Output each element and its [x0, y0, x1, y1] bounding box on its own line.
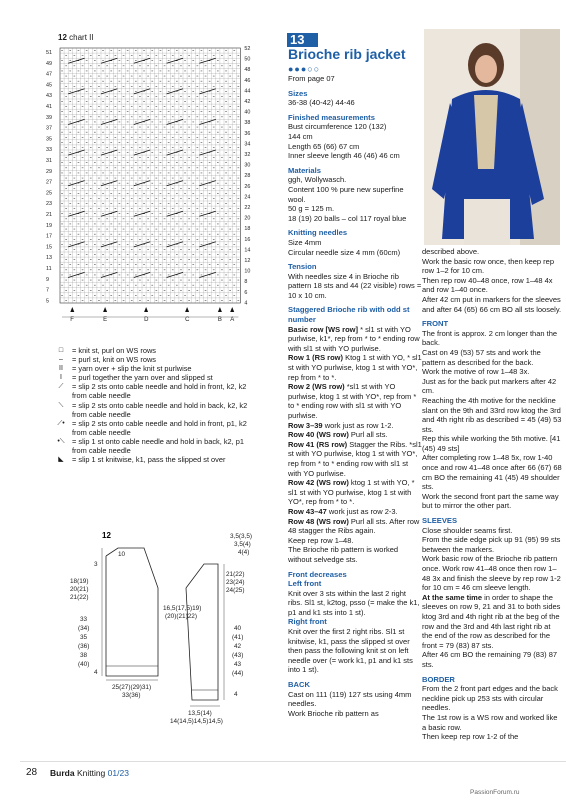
row-number-left: 29 [46, 168, 52, 175]
legend-item [50, 373, 260, 382]
row-number-right: 38 [244, 120, 251, 127]
back-text: Work Brioche rib pattern as [288, 708, 379, 718]
needles-heading: Knitting needles [288, 228, 348, 238]
finished-text: Length 65 (66) 67 cm [288, 141, 360, 151]
row-41: Row 41 (RS row) Stagger the Ribs. *sl1 st with YO purlwise, ktog 1 st with YO*, rep from * to * ending row with sl1 st with YO purlwise. [288, 439, 422, 478]
width-dim-2: 33(36) [122, 692, 141, 699]
back-heading: BACK [288, 680, 310, 690]
row-number-left: 47 [46, 71, 52, 78]
row-number-right: 34 [244, 141, 251, 148]
border-text: The 1st row is a WS row and worked like a basic row. [422, 712, 558, 732]
legend-symbol: – [59, 356, 63, 364]
page-number: 28 [26, 767, 38, 778]
sleeves-heading: SLEEVES [422, 516, 458, 526]
border-dim: 4 [94, 669, 98, 676]
row-number-left: 5 [46, 298, 49, 305]
row-number-left: 23 [46, 201, 52, 208]
row-number-left: 43 [46, 93, 52, 100]
row-42: Row 42 (WS row) ktog 1 st with YO, * sl1 st with YO purlwise, ktog 1 st with YO*, rep from * to *. [288, 478, 415, 507]
legend-symbol: □ [58, 347, 64, 354]
cuff-dim: 4 [234, 691, 238, 698]
legend-item [50, 401, 260, 419]
basic-row: Basic row [WS row] * sl1 st with YO purlwise, k1*, rep from * to * ending row with sl1 st with YO purlwise. [288, 324, 420, 353]
row-number-left: 15 [46, 244, 52, 251]
row-number-right: 6 [244, 289, 248, 296]
body-len-2: (34) [78, 625, 90, 632]
from-page: From page 07 [288, 74, 335, 83]
sleeve-top-2: (20)(21)22) [165, 613, 197, 620]
legend-item [50, 455, 260, 464]
row-number-right: 48 [244, 67, 251, 74]
legend-text: = yarn over + slip the knit st purlwise [72, 364, 192, 374]
finished-heading: Finished measurements [288, 112, 375, 122]
needles-text: Size 4mm [288, 237, 322, 247]
neck-dim: 10 [118, 551, 126, 558]
repeat-marker-label: B [217, 317, 222, 323]
row-number-left: 37 [46, 125, 52, 132]
legend-item [50, 346, 260, 355]
materials-text: ggh, Wollywasch. [288, 175, 347, 185]
cuff-width-1: 13,5(14) [188, 710, 212, 717]
footer-rule [20, 761, 566, 762]
row-number-right: 10 [244, 268, 251, 275]
front-text: Work the motive of row 1–48 3x. [422, 367, 530, 377]
row-number-right: 22 [244, 205, 251, 211]
left-front-text: Knit over 3 sts within the last 2 right ribs. Sl1 st, k2tog, psso (= make the k1, p1 and k1 sts into 1 st). [288, 588, 420, 617]
front-text: The front is approx. 2 cm longer than the back. [422, 328, 558, 348]
sleeve-len-1: 40 [234, 625, 242, 632]
row-number-right: 16 [244, 236, 251, 243]
body-len-5: 38 [80, 652, 88, 659]
row-number-left: 7 [46, 287, 49, 294]
back-text: Cast on 111 (119) 127 sts using 4mm needles. [288, 689, 412, 709]
row-number-left: 13 [46, 255, 52, 262]
repeat-marker-label: C [185, 317, 190, 323]
back-cont: After 42 cm put in markers for the sleeves and after 64 (65) 66 cm BO all sts loosely. [422, 294, 562, 314]
row-number-right: 42 [244, 99, 251, 105]
pattern-number: 13 [287, 33, 318, 47]
top-dim-1: 3,5(3,5) [230, 533, 253, 540]
body-len-6: (40) [78, 661, 90, 668]
armhole-dim-3: 21(22) [70, 594, 89, 601]
legend-text: = knit st, purl on WS rows [72, 346, 156, 355]
row-number-right: 46 [244, 77, 251, 84]
row-number-left: 51 [46, 50, 52, 56]
row-number-left: 21 [46, 212, 52, 218]
front-text: Rep this while working the 5th motive. [41 (45) 49 sts] [422, 434, 561, 453]
row-number-right: 8 [244, 279, 248, 286]
row-number-right: 40 [244, 109, 251, 116]
finished-text: Inner sleeve length 46 (46) 46 cm [288, 151, 400, 161]
row-number-right: 50 [244, 56, 251, 63]
body-len-4: (36) [78, 643, 90, 650]
front-text: After completing row 1–48 5x, row 1-40 once and row 41–48 once after 66 (67) 68 cm BO the remaining 41 (45) 49 shoulder sts. [422, 453, 562, 492]
repeat-marker-label: D [144, 317, 149, 323]
sleeve-len-3: 42 [234, 643, 242, 650]
top-dim-2: 3,5(4) [234, 541, 251, 548]
sleeve-len-4: (43) [232, 652, 244, 659]
front-text: Work the second front part the same way but to mirror the other part. [422, 491, 559, 511]
finished-text: 144 cm [288, 131, 313, 141]
repeat-marker-arrow [185, 307, 189, 312]
right-dim-2: 23(24) [226, 579, 245, 586]
front-heading: FRONT [422, 319, 449, 329]
legend-item [50, 364, 260, 373]
row-1: Row 1 (RS row) Ktog 1 st with YO, * sl1 st with YO purlwise, ktog 1 st with YO*, rep from * to *. [288, 353, 422, 382]
right-dim-3: 24(25) [226, 587, 245, 594]
row-number-left: 17 [46, 233, 52, 240]
repeat-marker-label: A [230, 317, 235, 323]
sleeve-outline [186, 564, 218, 700]
repeat-marker-arrow [70, 307, 74, 312]
row-number-left: 9 [46, 276, 49, 283]
front-text: Reaching the 4th motive for the neckline slant on the 9th and 33rd row ktog the 3rd and 4th right rib as described = 45 (49) 53 sts. [422, 395, 562, 434]
body-len-1: 33 [80, 616, 88, 623]
row-number-left: 41 [46, 104, 52, 110]
schematic-title: 12 [102, 531, 111, 540]
legend-symbol: II [59, 365, 63, 373]
left-front-heading: Left front [288, 579, 322, 589]
repeat-marker-label: E [103, 317, 108, 323]
needles-text: Circular needle size 4 mm (60cm) [288, 247, 401, 257]
row-number-right: 18 [244, 226, 251, 233]
model-photo [424, 29, 560, 245]
chart-title: 12 chart II [58, 33, 94, 42]
row-number-right: 28 [244, 173, 251, 180]
row-number-left: 19 [46, 222, 52, 229]
row-number-left: 35 [46, 136, 52, 143]
sleeve-top-1: 16,5(17,5)19) [163, 605, 202, 612]
finished-text: Bust circumference 120 (132) [288, 122, 387, 132]
row-number-right: 4 [244, 300, 248, 307]
legend-item [50, 437, 260, 455]
armhole-dim-2: 20(21) [70, 586, 89, 593]
legend-text: = slip 2 sts onto cable needle and hold in front, k2, k2 from cable needle [72, 382, 247, 401]
front-text: Cast on 49 (53) 57 sts and work the pattern as described for the back. [422, 347, 541, 367]
repeat-marker-arrow [144, 307, 148, 312]
legend-item [50, 355, 260, 364]
tension-heading: Tension [288, 262, 317, 272]
materials-text: 18 (19) 20 balls – col 117 royal blue [288, 213, 407, 223]
chart-legend [50, 346, 260, 464]
border-text: Then keep rep row 1-2 of the [422, 732, 519, 742]
right-dim-1: 21(22) [226, 571, 245, 578]
row-48: Row 48 (WS row) Purl all sts. After row 48 stagger the Ribs again. [288, 516, 420, 536]
knitting-chart [40, 40, 265, 340]
back-cont: described above. [422, 247, 480, 256]
row-40: Row 40 (WS row) Purl all sts. [288, 430, 388, 440]
row-number-left: 25 [46, 190, 52, 197]
sizes-text: 36-38 (40-42) 44-46 [288, 98, 355, 108]
shoulder-dim: 3 [94, 561, 98, 568]
tension-text: With needles size 4 in Brioche rib pattern 18 sts and 44 (22 visible) rows = 10 x 10 cm. [288, 271, 422, 300]
difficulty-rating: ●●●○○ [288, 64, 321, 74]
repeat-marker-label: F [70, 317, 74, 323]
legend-symbol: ◣ [58, 456, 64, 464]
materials-text: Content 100 % pure new superfine wool. [288, 184, 404, 204]
sleeves-text: At the same time in order to shape the sleeves on row 9, 21 and 31 to both sides ktog 3rd and 4th right rib at the beg of the row and the 3rd and 4th last right rib at the end of the row as described for the front = 79 (83) 87 sts. [422, 592, 561, 650]
back-cont: Then rep row 40–48 once, row 1–48 4x and row 1–40 once. [422, 275, 553, 295]
model-illustration [424, 29, 560, 245]
back-cont: Work the basic row once, then keep rep row 1–2 for 10 cm. [422, 256, 555, 276]
row-number-left: 11 [46, 266, 52, 272]
border-text: From the 2 front part edges and the back neckline pick up 253 sts with circular needles. [422, 684, 558, 713]
legend-text: = purl st, knit on WS rows [72, 355, 156, 365]
armhole-dim-1: 18(19) [70, 578, 89, 585]
body-len-3: 35 [80, 634, 88, 641]
repeat-marker-arrow [218, 307, 222, 312]
width-dim-1: 25(27)(29)31) [112, 684, 152, 691]
legend-text: = slip 1 st knitwise, k1, pass the slipped st over [72, 455, 226, 465]
row-number-right: 36 [244, 130, 251, 137]
row-number-left: 33 [46, 147, 52, 154]
top-dim-3: 4(4) [238, 549, 250, 556]
legend-symbol: ⟋ [58, 383, 64, 391]
row-2: Row 2 (WS row) *sl1 st with YO purlwise, ktog 1 st with YO*, rep from * to * ending row with sl1 st with YO purlwise. [288, 382, 417, 420]
instructions-column-1 [288, 74, 422, 718]
materials-text: 50 g = 125 m. [288, 204, 335, 214]
materials-heading: Materials [288, 165, 321, 175]
pattern-title: Brioche rib jacket [288, 46, 406, 62]
row-number-left: 27 [46, 179, 52, 186]
row-number-right: 44 [244, 88, 251, 95]
legend-item [50, 419, 260, 437]
legend-symbol: •⟍ [57, 437, 65, 445]
row-number-left: 49 [46, 60, 52, 67]
sizes-heading: Sizes [288, 88, 308, 98]
sleeves-text: Close shoulder seams first. [422, 525, 513, 535]
legend-symbol: I [60, 374, 62, 382]
repeat-marker-arrow [230, 307, 234, 312]
repeat-marker-arrow [103, 307, 107, 312]
cuff-width-2: 14(14,5)14,5)14,5) [170, 718, 223, 725]
legend-symbol: ⟍ [58, 401, 64, 409]
sleeves-text: Work basic row of the Brioche rib pattern once. Work row 41–48 once then row 1–48 3x and finish the sleeve by rep row 1-2 for 10 cm = 46 cm sleeve length. [422, 554, 561, 593]
keep-rep: Keep rep row 1–48. [288, 535, 354, 545]
watermark: PassionForum.ru [470, 789, 520, 796]
body-outline [106, 548, 158, 676]
staggered-heading: Staggered Brioche rib with odd st number [288, 305, 410, 325]
border-heading: BORDER [422, 674, 455, 684]
row-number-right: 12 [244, 258, 251, 264]
row-3-39: Row 3–39 work just as row 1-2. [288, 420, 394, 430]
row-43-47: Row 43–47 work just as row 2-3. [288, 506, 398, 516]
row-number-right: 14 [244, 247, 251, 254]
row-number-right: 24 [244, 194, 251, 201]
row-number-right: 30 [244, 162, 251, 169]
legend-symbol: ⟋• [57, 419, 65, 427]
sleeves-text: From the side edge pick up 91 (95) 99 sts between the markers. [422, 535, 561, 554]
sleeves-text: After 46 cm BO the remaining 79 (83) 87 sts. [422, 650, 558, 669]
right-front-text: Knit over the first 2 right ribs. Sl1 st knitwise, k1, pass the slipped st over then pass the following knit st on left needle over (= work k1, p1 and k1 sts into 1 st). [288, 627, 413, 675]
garment-schematic [58, 528, 268, 733]
sleeve-len-5: 43 [234, 661, 242, 668]
brioche-note: The Brioche rib pattern is worked without selvedge sts. [288, 545, 399, 564]
sleeve-len-2: (41) [232, 634, 244, 641]
right-front-heading: Right front [288, 617, 327, 627]
row-number-left: 31 [46, 158, 52, 164]
front-text: Just as for the back put markers after 42 cm. [422, 376, 557, 396]
legend-text: = slip 2 sts onto cable needle and hold in back, k2, k2 from cable needle [72, 400, 248, 419]
row-number-right: 20 [244, 215, 251, 222]
legend-text: = slip 2 sts onto cable needle and hold in front, p1, k2 from cable needle [72, 418, 247, 437]
legend-text: = slip 1 st onto cable needle and hold in back, k2, p1 from cable needle [72, 436, 244, 456]
legend-text: = purl together the yarn over and slipped st [72, 373, 213, 383]
instructions-column-2 [422, 247, 562, 742]
front-dec-heading: Front decreases [288, 569, 347, 579]
row-number-right: 26 [244, 183, 251, 190]
row-number-left: 39 [46, 114, 52, 121]
legend-item [50, 382, 260, 400]
publication-name: Burda Knitting 01/23 [50, 768, 129, 778]
row-number-right: 52 [244, 46, 251, 52]
sleeve-len-6: (44) [232, 670, 244, 677]
row-number-left: 45 [46, 82, 52, 89]
row-number-right: 32 [244, 152, 251, 158]
